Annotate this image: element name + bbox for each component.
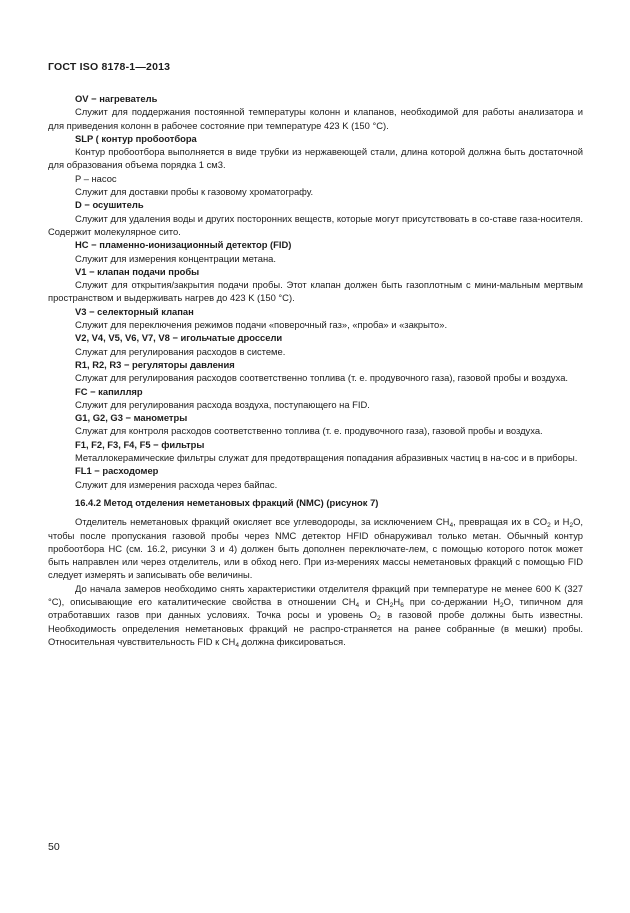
term-f: F1, F2, F3, F4, F5 − фильтры <box>75 438 205 450</box>
term-ov: OV − нагреватель <box>75 93 158 104</box>
term-fl1: FL1 − расходомер <box>75 465 159 477</box>
page-content <box>48 92 583 648</box>
desc-v1: Служит для открытия/закрытия подачи пробы. Этот клапан должен быть газоплотным с мини-мальным мертвым пространством и выдерживать нагрев до 423 K (150 °C). <box>48 279 583 304</box>
desc-r: Служат для регулирования расходов соответственно топлива (т. е. продувочного газа), газовой пробы и воздуха. <box>75 372 569 384</box>
term-fc: FC − капилляр <box>75 385 143 397</box>
document-header: ГОСТ ISO 8178-1—2013 <box>48 61 171 73</box>
term-v3: V3 − селекторный клапан <box>75 305 194 317</box>
term-r: R1, R2, R3 − регуляторы давления <box>75 358 235 370</box>
desc-hc: Служит для измерения концентрации метана. <box>75 252 276 264</box>
paragraph-nmc-2: До начала замеров необходимо снять характеристики отделителя фракций при температуре не менее 600 K (327 °C), описывающие его каталитические свойства в отношении $CH_4$ и $CH_2H_6$ при со-держании $H_2O$, типичном для отработавших газов при данных условиях. Точка росы и уровень $O_2$ в газовой пробе должны быть известны. Необходимость определения неметановых фракций не распро-страняется на ранее собранные (в мешки) пробы. Относительная чувствительность FID к $CH_4$ должна фиксироваться. <box>48 582 583 649</box>
desc-fl1: Служит для измерения расхода через байпас. <box>75 478 278 490</box>
desc-v2-v8: Служат для регулирования расходов в системе. <box>75 345 286 357</box>
page-number: 50 <box>48 841 60 853</box>
term-v2-v8: V2, V4, V5, V6, V7, V8 − игольчатые дроссели <box>75 332 283 344</box>
paragraph-nmc-1: Отделитель неметановых фракций окисляет все углеводороды, за исключением $CH_4$, превращая их в $CO_2$ и $H_2O$, чтобы после пропускания газовой пробы через NMC детектор HFID обнаруживал только метан. Обычный контур пробоотбора HC (см. 16.2, рисунки 3 и 4) должен быть дополнен переключате-лем, с помощью которого поток может быть направлен или через отделитель, или в обход него. При из-мерениях массы неметановых фракций с помощью FID следует измерять и записывать обе величины. <box>48 516 583 581</box>
term-hc: HC − пламенно-ионизационный детектор (FID) <box>75 239 292 251</box>
desc-fc: Служит для регулирования расхода воздуха, поступающего на FID. <box>75 398 370 410</box>
desc-slp: Контур пробоотбора выполняется в виде трубки из нержавеющей стали, длина которой должна быть достаточной для образования объема порядка 1 см3. <box>48 146 583 171</box>
desc-p: Служит для доставки пробы к газовому хроматографу. <box>75 186 314 198</box>
term-d: D − осушитель <box>75 199 144 211</box>
desc-v3: Служит для переключения режимов подачи «поверочный газ», «проба» и «закрыто». <box>75 319 448 331</box>
desc-ov: Служит для поддержания постоянной температуры колонн и клапанов, необходимой для работы анализатора и для приведения колонн в рабочее состояние при температуре 423 K (150 °C). <box>48 106 583 131</box>
desc-f: Металлокерамические фильтры служат для предотвращения попадания абразивных частиц в на-сос и в приборы. <box>75 452 578 464</box>
desc-g: Служат для контроля расходов соответственно топлива (т. е. продувочного газа), газовой пробы и воздуха. <box>75 425 543 437</box>
section-title: 16.4.2 Метод отделения неметановых фракций (NMC) (рисунок 7) <box>75 496 379 508</box>
term-slp: SLP ( контур пробоотбора <box>75 132 197 144</box>
desc-d: Служит для удаления воды и других посторонних веществ, которые могут присутствовать в со-ставе газа-носителя. Содержит молекулярное сито. <box>48 212 583 237</box>
term-v1: V1 − клапан подачи пробы <box>75 265 200 277</box>
term-g: G1, G2, G3 − манометры <box>75 412 188 424</box>
term-p: P – насос <box>75 172 117 184</box>
